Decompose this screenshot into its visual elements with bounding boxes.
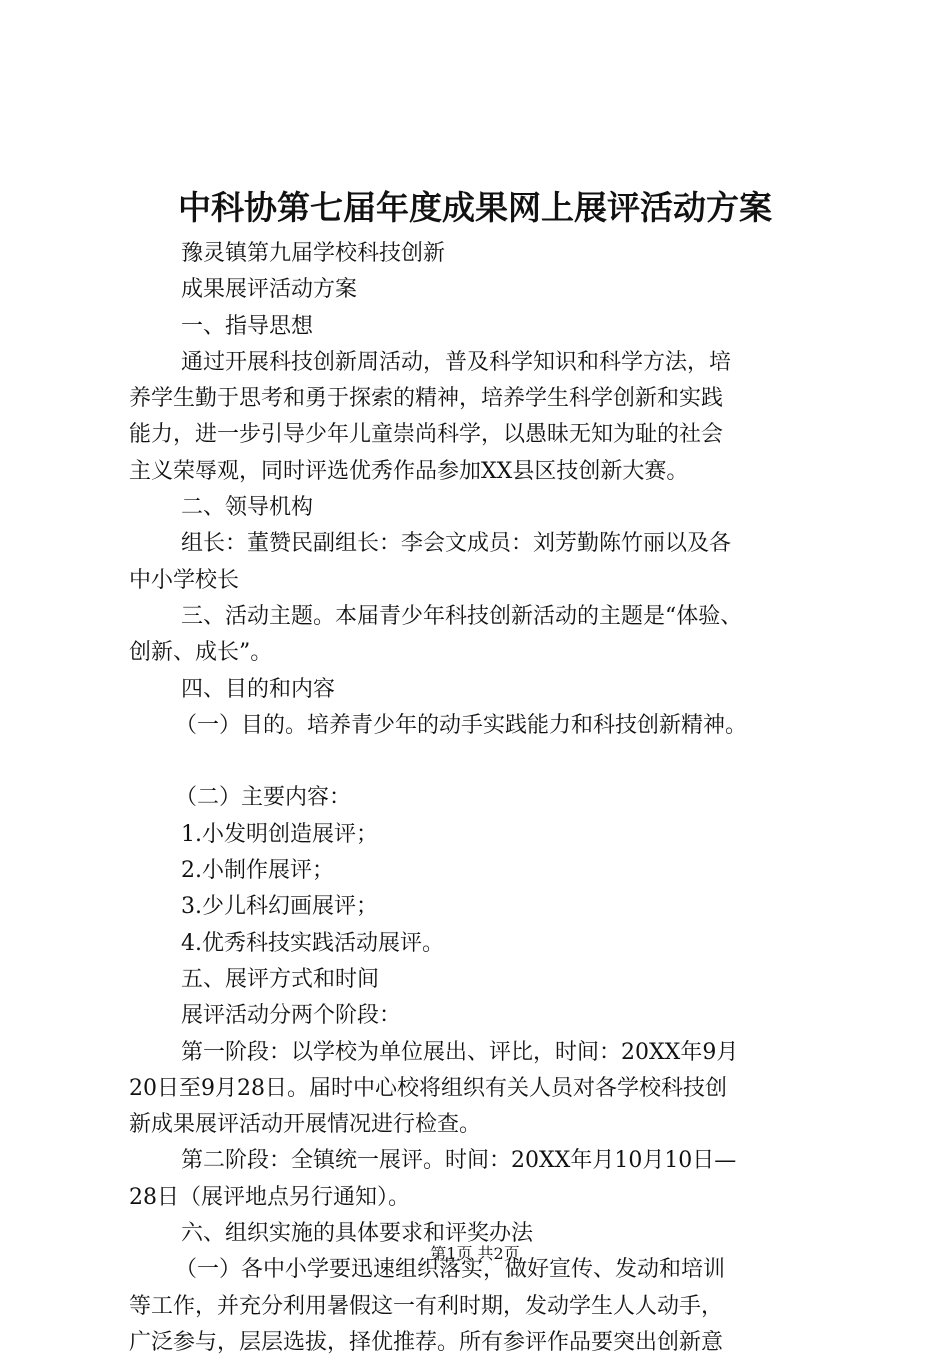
document-title: 中科协第七届年度成果网上展评活动方案: [178, 188, 772, 227]
list-item: 2.小制作展评；: [181, 858, 334, 884]
body-line: 新成果展评活动开展情况进行检查。: [129, 1112, 482, 1138]
list-item: 3.少儿科幻画展评；: [181, 894, 378, 920]
body-line: 三、活动主题。本届青少年科技创新活动的主题是“体验、: [181, 603, 743, 629]
body-line: 通过开展科技创新周活动，普及科学知识和科学方法，培: [181, 349, 732, 375]
body-line: 四、目的和内容: [181, 676, 336, 702]
page-number-footer: 第1页 共2页: [430, 1244, 520, 1263]
body-line: 20日至9月28日。届时中心校将组织有关人员对各学校科技创: [129, 1075, 727, 1101]
body-line: 组长：董赞民副组长：李会文成员：刘芳勤陈竹丽以及各: [181, 531, 732, 557]
body-line: 广泛参与，层层选拔，择优推荐。所有参评作品要突出创新意: [129, 1329, 724, 1355]
list-item: 4.优秀科技实践活动展评。: [181, 930, 444, 956]
body-line: 二、领导机构: [181, 495, 314, 521]
body-line: （一）各中小学要迅速组织落实，做好宣传、发动和培训: [175, 1257, 726, 1283]
document-body: [129, 236, 834, 1361]
body-line: 五、展评方式和时间: [181, 966, 380, 992]
body-line: （一）目的。培养青少年的动手实践能力和科技创新精神。: [175, 712, 748, 738]
body-line: 六、组织实施的具体要求和评奖办法: [181, 1221, 534, 1247]
body-line: 豫灵镇第九届学校科技创新: [181, 241, 446, 266]
body-line: 成果展评活动方案: [181, 277, 358, 303]
body-line: （二）主要内容：: [175, 785, 352, 811]
body-line: 中小学校长: [129, 567, 240, 593]
body-line: 展评活动分两个阶段：: [181, 1003, 402, 1029]
body-line: 等工作，并充分利用暑假这一有利时期，发动学生人人动手，: [129, 1293, 724, 1319]
body-line: 能力，进一步引导少年儿童崇尚科学，以愚昧无知为耻的社会: [129, 422, 724, 448]
body-line: 主义荣辱观，同时评选优秀作品参加XX县区技创新大赛。: [129, 458, 689, 484]
body-line: 28日（展评地点另行通知）。: [129, 1184, 410, 1210]
body-line: 第一阶段：以学校为单位展出、评比，时间：20XX年9月: [181, 1039, 739, 1065]
list-item: 1.小发明创造展评；: [181, 821, 378, 847]
body-line: 第二阶段：全镇统一展评。时间：20XX年月10月10日—: [181, 1148, 737, 1174]
body-line: 一、指导思想: [181, 313, 314, 339]
body-line: 养学生勤于思考和勇于探索的精神，培养学生科学创新和实践: [129, 386, 724, 412]
blank-line: [129, 744, 834, 780]
body-line: 创新、成长”。: [129, 640, 273, 666]
